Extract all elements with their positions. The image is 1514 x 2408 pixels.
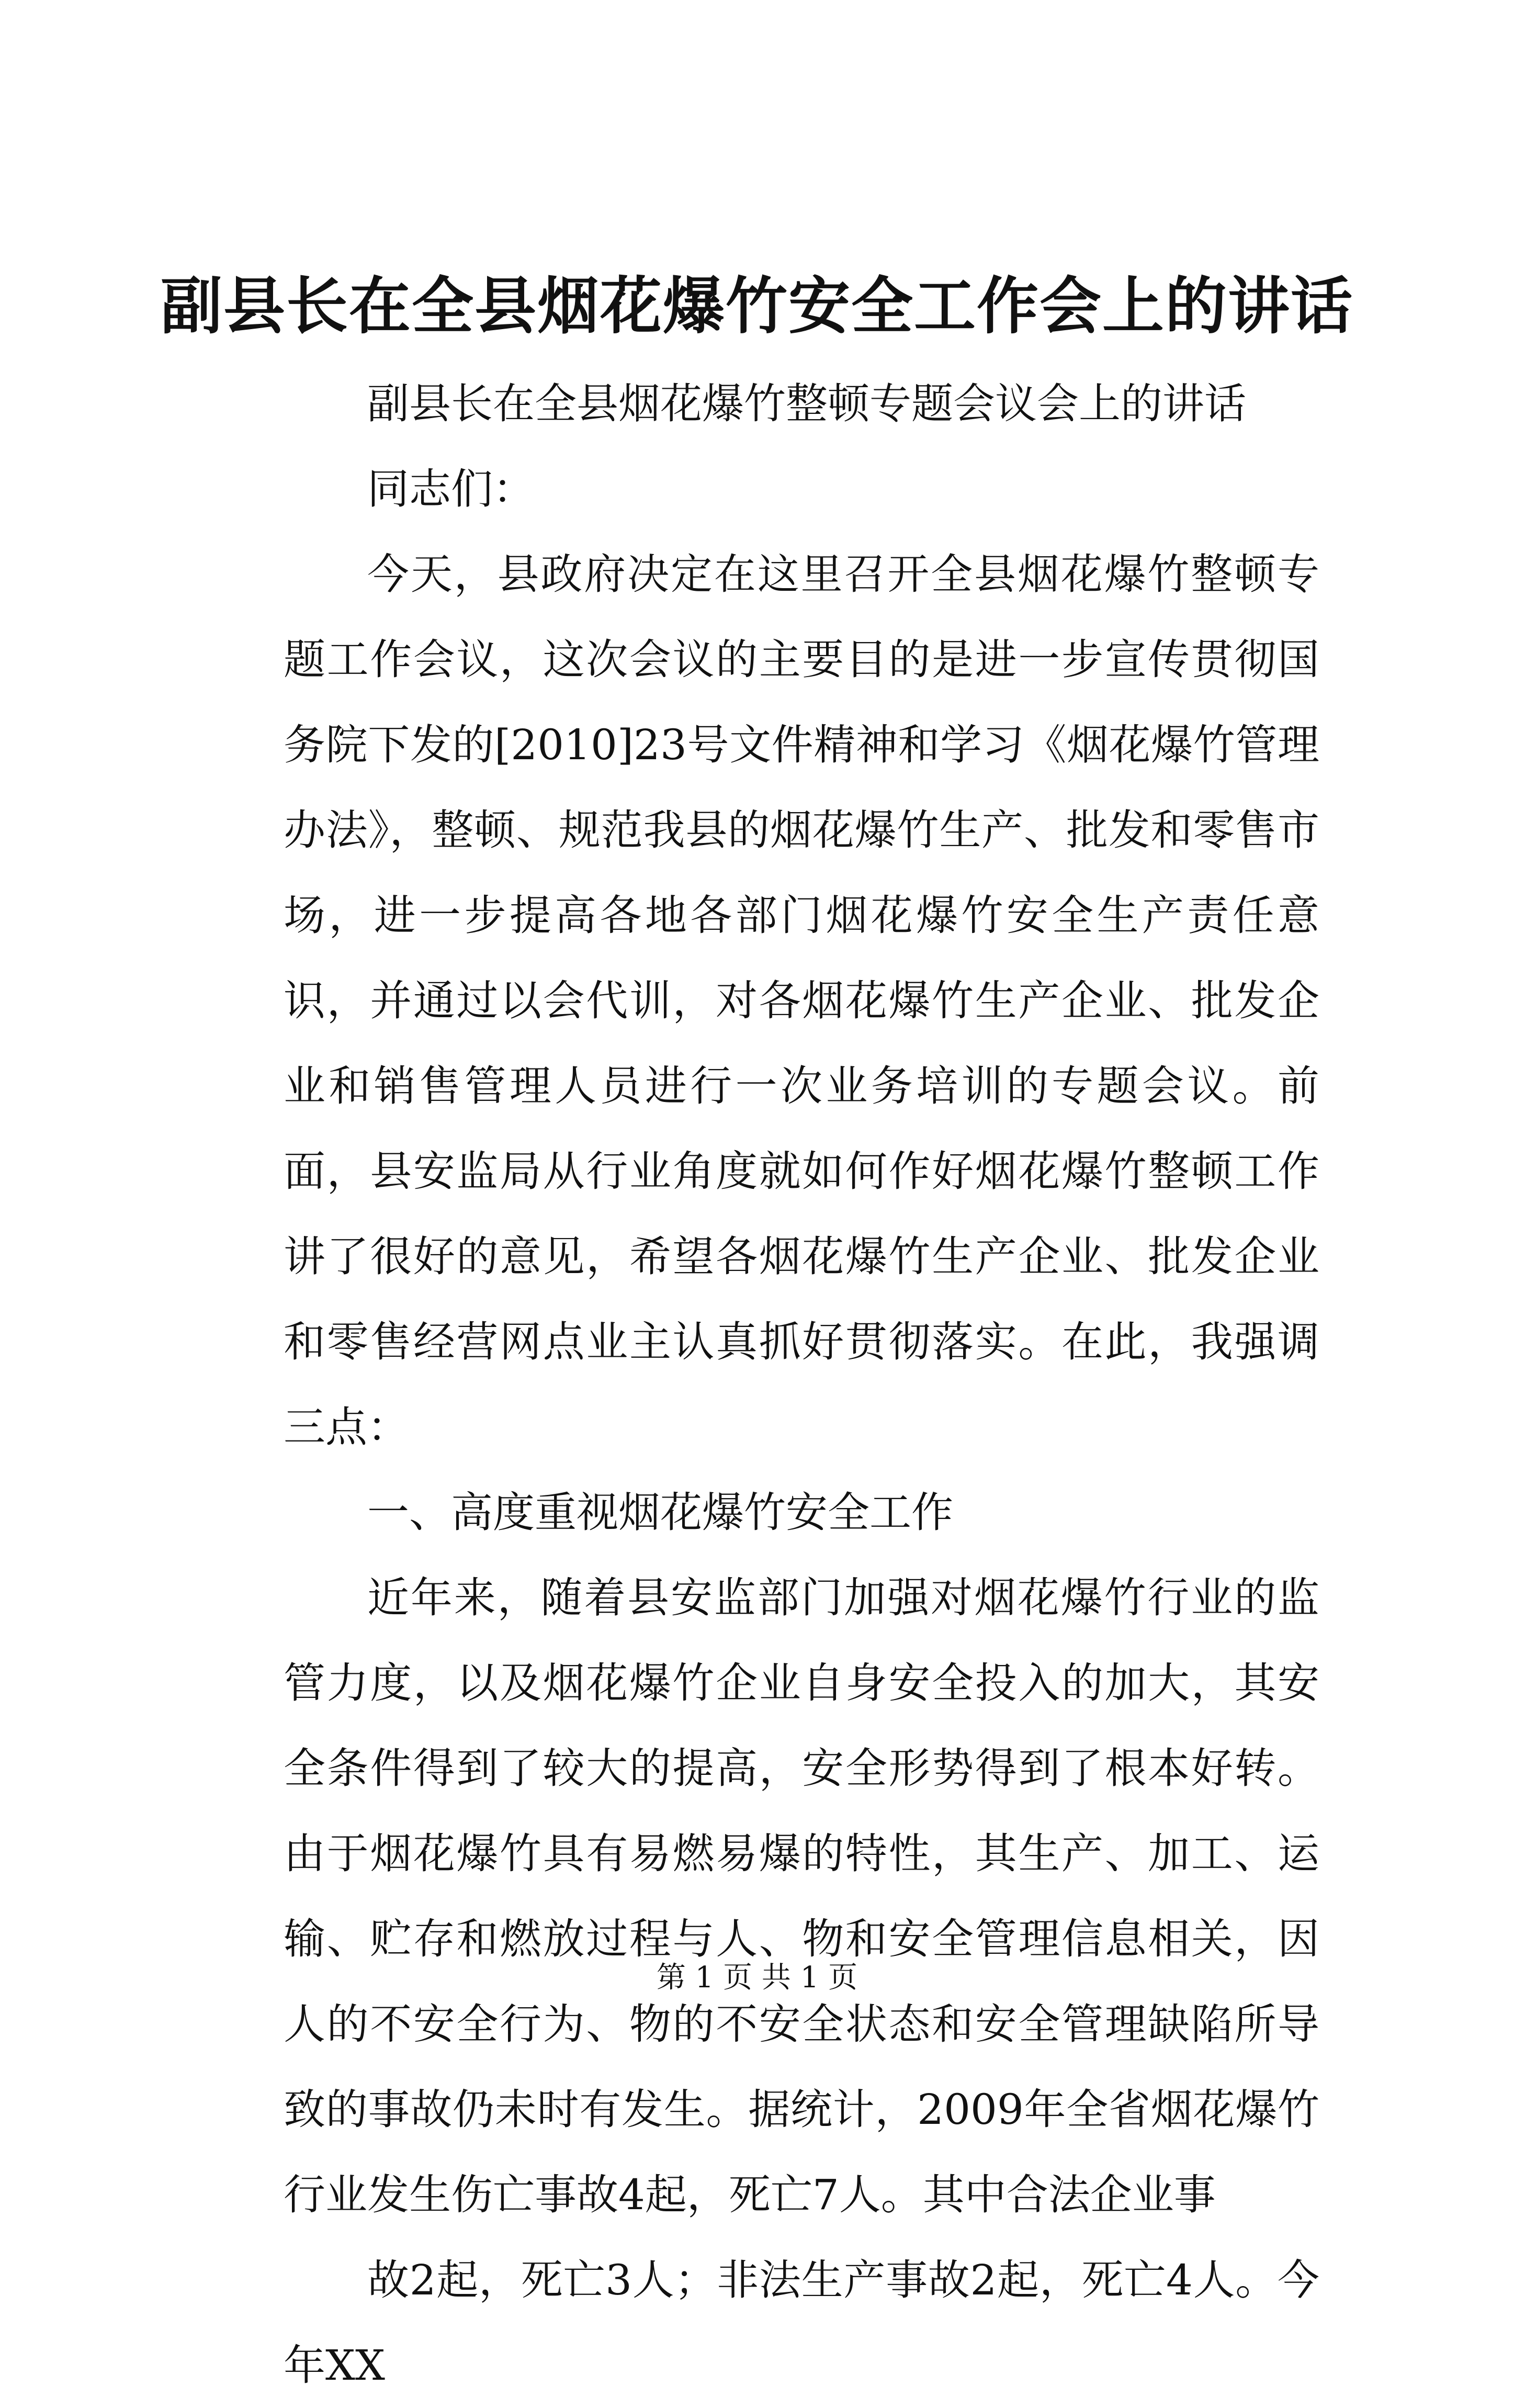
body-paragraph: 今天，县政府决定在这里召开全县烟花爆竹整顿专题工作会议，这次会议的主要目的是进一步宣传贯彻国务院下发的[2010]23号文件精神和学习《烟花爆竹管理办法》，整顿、规范我县的烟花爆竹生产、批发和零售市场，进一步提高各地各部门烟花爆竹安全生产责任意识，并通过以会代训，对各烟花爆竹生产企业、批发企业和销售管理人员进行一次业务培训的专题会议。前面，县安监局从行业角度就如何作好烟花爆竹整顿工作讲了很好的意见，希望各烟花爆竹生产企业、批发企业和零售经营网点业主认真抓好贯彻落实。在此，我强调三点： (284, 550, 1319, 1451)
document-title: 副县长在全县烟花爆竹安全工作会上的讲话 (160, 269, 1353, 342)
page-footer: 第 1 页 共 1 页 (656, 1961, 858, 1995)
document-body (284, 361, 1319, 2408)
body-paragraph: 故2起，死亡3人；非法生产事故2起，死亡4人。今年XX (284, 2256, 1319, 2390)
body-paragraph: 近年来，随着县安监部门加强对烟花爆竹行业的监管力度，以及烟花爆竹企业自身安全投入的加大，其安全条件得到了较大的提高，安全形势得到了根本好转。由于烟花爆竹具有易燃易爆的特性，其生产、加工、运输、贮存和燃放过程与人、物和安全管理信息相关，因人的不安全行为、物的不安全状态和安全管理缺陷所导致的事故仍未时有发生。据统计，2009年全省烟花爆竹行业发生伤亡事故4起，死亡7人。其中合法企业事 (284, 1573, 1319, 2219)
section-heading: 一、高度重视烟花爆竹安全工作 (367, 1488, 953, 1537)
subtitle-paragraph: 副县长在全县烟花爆竹整顿专题会议会上的讲话 (367, 379, 1246, 428)
salutation-paragraph: 同志们： (367, 465, 535, 513)
